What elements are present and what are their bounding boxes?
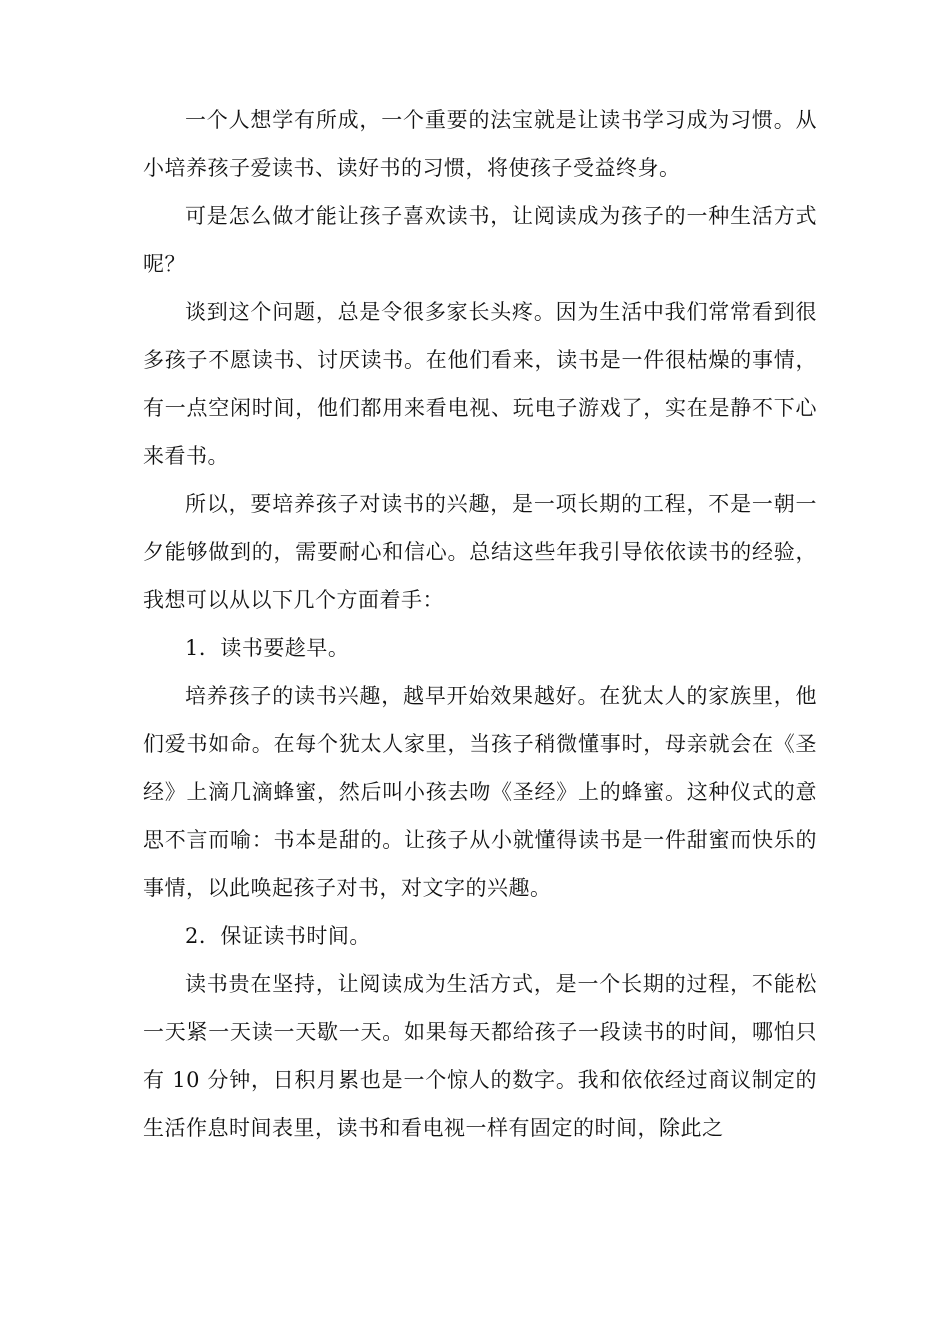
- section-heading-2: 2．保证读书时间。: [185, 924, 371, 948]
- paragraph-reading-time: 读书贵在坚持，让阅读成为生活方式，是一个长期的过程，不能松一天紧一天读一天歇一天。如果每天都给孩子一段读书的时间，哪怕只有 10 分钟，日积月累也是一个惊人的数字。我和依依经过商议制定的生活作息时间表里，读书和看电视一样有固定的时间，除此之: [143, 972, 817, 1140]
- section-heading-1: 1．读书要趁早。: [185, 636, 350, 660]
- document-body: [143, 96, 817, 1152]
- paragraph-start-early: 培养孩子的读书兴趣，越早开始效果越好。在犹太人的家族里，他们爱书如命。在每个犹太人家里，当孩子稍微懂事时，母亲就会在《圣经》上滴几滴蜂蜜，然后叫小孩去吻《圣经》上的蜂蜜。这种仪式的意思不言而喻：书本是甜的。让孩子从小就懂得读书是一件甜蜜而快乐的事情，以此唤起孩子对书，对文字的兴趣。: [143, 684, 817, 900]
- paragraph-question: 可是怎么做才能让孩子喜欢读书，让阅读成为孩子的一种生活方式呢？: [143, 204, 817, 276]
- paragraph-problem: 谈到这个问题，总是令很多家长头疼。因为生活中我们常常看到很多孩子不愿读书、讨厌读书。在他们看来，读书是一件很枯燥的事情，有一点空闲时间，他们都用来看电视、玩电子游戏了，实在是静不下心来看书。: [143, 300, 817, 468]
- paragraph-intro: 一个人想学有所成，一个重要的法宝就是让读书学习成为习惯。从小培养孩子爱读书、读好书的习惯，将使孩子受益终身。: [143, 108, 817, 180]
- paragraph-approach: 所以，要培养孩子对读书的兴趣，是一项长期的工程，不是一朝一夕能够做到的，需要耐心和信心。总结这些年我引导依依读书的经验，我想可以从以下几个方面着手：: [143, 492, 817, 612]
